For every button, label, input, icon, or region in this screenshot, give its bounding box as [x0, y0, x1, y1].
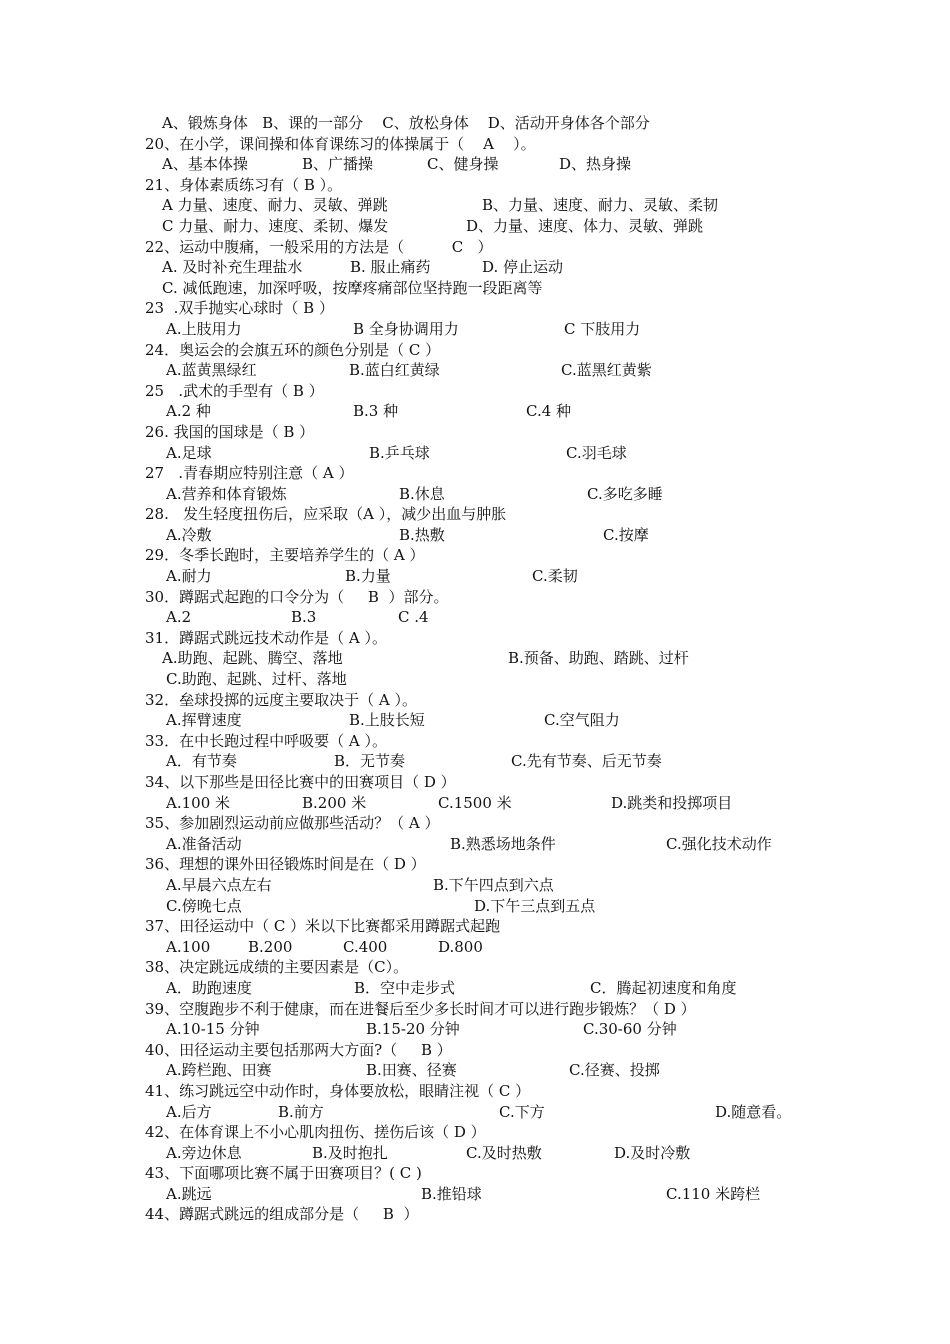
- option-text: A.耐力: [166, 567, 212, 586]
- option-text: B.预备、助跑、踏跳、过杆: [508, 649, 689, 668]
- question-line: [0, 772, 950, 793]
- option-text: B.推铅球: [421, 1184, 482, 1203]
- option-text: C.按摩: [603, 525, 649, 544]
- question-line: [0, 690, 950, 711]
- option-line: [0, 113, 950, 134]
- option-line: [0, 216, 950, 237]
- option-text: B.熟悉场地条件: [450, 834, 556, 853]
- option-text: A.足球: [166, 443, 212, 462]
- question-text: 26. 我国的国球是（ B ）: [145, 422, 315, 441]
- option-line: [0, 669, 950, 690]
- option-text: D.随意看。: [715, 1102, 792, 1121]
- option-text: A.跨栏跑、田赛: [166, 1061, 272, 1080]
- option-line: [0, 937, 950, 958]
- option-text: B. 服止痛药: [350, 258, 431, 277]
- option-text: B.15-20 分钟: [366, 1020, 460, 1039]
- option-text: C.先有节奏、后无节奏: [511, 752, 662, 771]
- option-text: C.径赛、投掷: [569, 1061, 660, 1080]
- document-page: [0, 113, 950, 1225]
- option-text: A．有节奏: [166, 752, 237, 771]
- option-text: A. 及时补充生理盐水: [162, 258, 303, 277]
- option-text: A.蓝黄黑绿红: [166, 361, 257, 380]
- question-line: [0, 422, 950, 443]
- option-text: A.100: [166, 937, 211, 956]
- option-text: B、广播操: [302, 155, 374, 174]
- option-line: [0, 278, 950, 299]
- question-text: 31．蹲踞式跳远技术动作是（ A ）。: [145, 628, 387, 647]
- question-line: [0, 628, 950, 649]
- option-text: A.冷敷: [166, 525, 212, 544]
- option-text: B．空中走步式: [354, 978, 456, 997]
- option-text: B.上肢长短: [349, 711, 425, 730]
- option-text: A.上肢用力: [166, 319, 242, 338]
- question-text: 22、运动中腹痛，一般采用的方法是（ C ）: [145, 237, 493, 256]
- option-text: A．助跑速度: [166, 978, 252, 997]
- option-text: D、力量、速度、体力、灵敏、弹跳: [466, 216, 704, 235]
- option-line: [0, 896, 950, 917]
- option-text: B.蓝白红黄绿: [349, 361, 440, 380]
- option-text: C.傍晚七点: [166, 896, 242, 915]
- option-text: A.2: [166, 608, 192, 627]
- option-line: [0, 1184, 950, 1205]
- option-line: [0, 875, 950, 896]
- option-text: B.乒乓球: [369, 443, 430, 462]
- question-line: [0, 957, 950, 978]
- question-line: [0, 298, 950, 319]
- option-line: [0, 751, 950, 772]
- option-text: A.跳远: [166, 1184, 212, 1203]
- option-line: [0, 710, 950, 731]
- option-line: [0, 360, 950, 381]
- option-text: C.柔韧: [532, 567, 578, 586]
- option-text: B.热敷: [399, 525, 445, 544]
- option-text: C、健身操: [427, 155, 499, 174]
- option-line: [0, 978, 950, 999]
- question-text: 24．奥运会的会旗五环的颜色分别是（ C ）: [145, 340, 441, 359]
- option-line: [0, 834, 950, 855]
- question-line: [0, 731, 950, 752]
- question-line: [0, 504, 950, 525]
- option-text: B.200: [248, 937, 293, 956]
- option-text: D. 停止运动: [482, 258, 564, 277]
- option-text: B.休息: [399, 484, 445, 503]
- option-text: D.下午三点到五点: [474, 896, 596, 915]
- option-text: A.助跑、起跳、腾空、落地: [162, 649, 343, 668]
- option-text: A.100 米: [166, 793, 230, 812]
- question-line: [0, 463, 950, 484]
- option-text: C .4: [398, 608, 429, 627]
- question-text: 32．垒球投掷的远度主要取决于（ A ）。: [145, 690, 417, 709]
- question-line: [0, 340, 950, 361]
- option-text: B 全身协调用力: [353, 319, 459, 338]
- question-line: [0, 587, 950, 608]
- option-line: [0, 319, 950, 340]
- option-text: D.及时冷敷: [614, 1143, 691, 1162]
- question-line: [0, 381, 950, 402]
- option-text: A.2 种: [166, 402, 211, 421]
- option-line: [0, 1060, 950, 1081]
- option-text: C.400: [343, 937, 388, 956]
- question-line: [0, 916, 950, 937]
- option-text: C.空气阻力: [544, 711, 620, 730]
- option-text: B.前方: [278, 1102, 324, 1121]
- option-text: B.下午四点到六点: [433, 875, 554, 894]
- question-line: [0, 854, 950, 875]
- question-line: [0, 999, 950, 1020]
- option-text: C.30-60 分钟: [583, 1020, 677, 1039]
- option-text: A、基本体操: [162, 155, 248, 174]
- question-text: 44、蹲踞式跳远的组成部分是（ B ）: [145, 1205, 419, 1224]
- option-text: C.下方: [499, 1102, 545, 1121]
- question-text: 34、以下那些是田径比赛中的田赛项目（ D ）: [145, 773, 456, 791]
- question-line: [0, 237, 950, 258]
- option-line: [0, 401, 950, 422]
- question-text: 39、空腹跑步不利于健康，而在进餐后至少多长时间才可以进行跑步锻炼？（ D ）: [145, 999, 696, 1018]
- option-text: A.10-15 分钟: [166, 1020, 260, 1039]
- option-text: A.准备活动: [166, 834, 242, 853]
- question-text: 21、身体素质练习有（ B ）。: [145, 175, 343, 194]
- option-text: B、力量、速度、耐力、灵敏、柔韧: [482, 196, 719, 215]
- option-line: [0, 1102, 950, 1123]
- option-text: B.3 种: [353, 402, 399, 421]
- question-line: [0, 1040, 950, 1061]
- option-text: A 力量、速度、耐力、灵敏、弹跳: [162, 196, 388, 215]
- option-text: A、锻炼身体 B、课的一部分 C、放松身体 D、活动开身体各个部分: [162, 114, 650, 132]
- option-text: D.跳类和投掷项目: [611, 793, 733, 812]
- question-text: 33．在中长跑过程中呼吸要（ A ）。: [145, 731, 387, 750]
- option-text: B.及时抱扎: [312, 1143, 388, 1162]
- option-text: C.110 米跨栏: [666, 1184, 761, 1203]
- option-line: [0, 154, 950, 175]
- question-text: 25 .武术的手型有（ B ）: [145, 381, 324, 400]
- option-text: C.羽毛球: [566, 443, 627, 462]
- option-text: B.200 米: [302, 793, 367, 812]
- option-text: B.3: [291, 608, 317, 627]
- option-line: [0, 257, 950, 278]
- question-text: 35、参加剧烈运动前应做那些活动？（ A ）: [145, 814, 440, 833]
- question-text: 38、决定跳远成绩的主要因素是（C）。: [145, 958, 409, 977]
- option-text: B．无节奏: [334, 752, 406, 771]
- question-line: [0, 1122, 950, 1143]
- question-text: 30．蹲踞式起跑的口令分为（ B ）部分。: [145, 587, 449, 606]
- question-line: [0, 1081, 950, 1102]
- question-text: 23 .双手抛实心球时（ B ）: [145, 299, 334, 318]
- question-text: 37、田径运动中（ C ）米以下比赛都采用蹲踞式起跑: [145, 917, 501, 936]
- option-line: [0, 443, 950, 464]
- option-line: [0, 607, 950, 628]
- option-text: C.4 种: [526, 402, 572, 421]
- option-text: C. 减低跑速，加深呼吸，按摩疼痛部位坚持跑一段距离等: [162, 278, 543, 297]
- question-text: 43、下面哪项比赛不属于田赛项目？( C ): [145, 1164, 422, 1183]
- question-text: 36、理想的课外田径锻炼时间是在（ D ）: [145, 855, 426, 874]
- option-text: C 力量、耐力、速度、柔韧、爆发: [162, 216, 389, 235]
- option-line: [0, 566, 950, 587]
- option-text: C.及时热敷: [466, 1143, 542, 1162]
- question-text: 42、在体育课上不小心肌肉扭伤、搓伤后该（ D ）: [145, 1123, 486, 1142]
- option-line: [0, 1143, 950, 1164]
- question-text: 29．冬季长跑时，主要培养学生的（ A ）: [145, 546, 425, 565]
- option-text: A.挥臂速度: [166, 711, 242, 730]
- question-line: [0, 1163, 950, 1184]
- option-line: [0, 484, 950, 505]
- option-text: B.田赛、径赛: [366, 1061, 457, 1080]
- question-line: [0, 134, 950, 155]
- option-text: D.800: [438, 937, 483, 956]
- question-line: [0, 813, 950, 834]
- question-line: [0, 175, 950, 196]
- option-text: C 下肢用力: [564, 319, 641, 338]
- question-text: 20、在小学，课间操和体育课练习的体操属于（ A ）。: [145, 134, 536, 153]
- option-line: [0, 195, 950, 216]
- question-line: [0, 1204, 950, 1225]
- option-text: C.蓝黑红黄紫: [561, 361, 652, 380]
- option-text: B.力量: [345, 567, 391, 586]
- option-line: [0, 793, 950, 814]
- question-line: [0, 545, 950, 566]
- question-text: 27 .青春期应特别注意（ A ）: [145, 464, 354, 483]
- option-text: C.强化技术动作: [666, 834, 772, 853]
- option-text: A.后方: [166, 1102, 212, 1121]
- option-text: C.1500 米: [438, 793, 512, 812]
- option-text: D、热身操: [559, 155, 632, 174]
- option-text: A.早晨六点左右: [166, 875, 272, 894]
- question-text: 41、练习跳远空中动作时，身体要放松，眼睛注视（ C ）: [145, 1081, 531, 1100]
- option-text: C．腾起初速度和角度: [590, 978, 737, 997]
- question-text: 40、田径运动主要包括那两大方面?（ B ）: [145, 1040, 452, 1059]
- question-text: 28. 发生轻度扭伤后，应采取（A ），减少出血与肿胀: [145, 505, 507, 524]
- option-text: A.营养和体育锻炼: [166, 484, 287, 503]
- option-line: [0, 648, 950, 669]
- option-text: C.助跑、起跳、过杆、落地: [166, 670, 347, 689]
- option-text: A.旁边休息: [166, 1143, 242, 1162]
- option-text: C.多吃多睡: [587, 484, 663, 503]
- option-line: [0, 1019, 950, 1040]
- option-line: [0, 525, 950, 546]
